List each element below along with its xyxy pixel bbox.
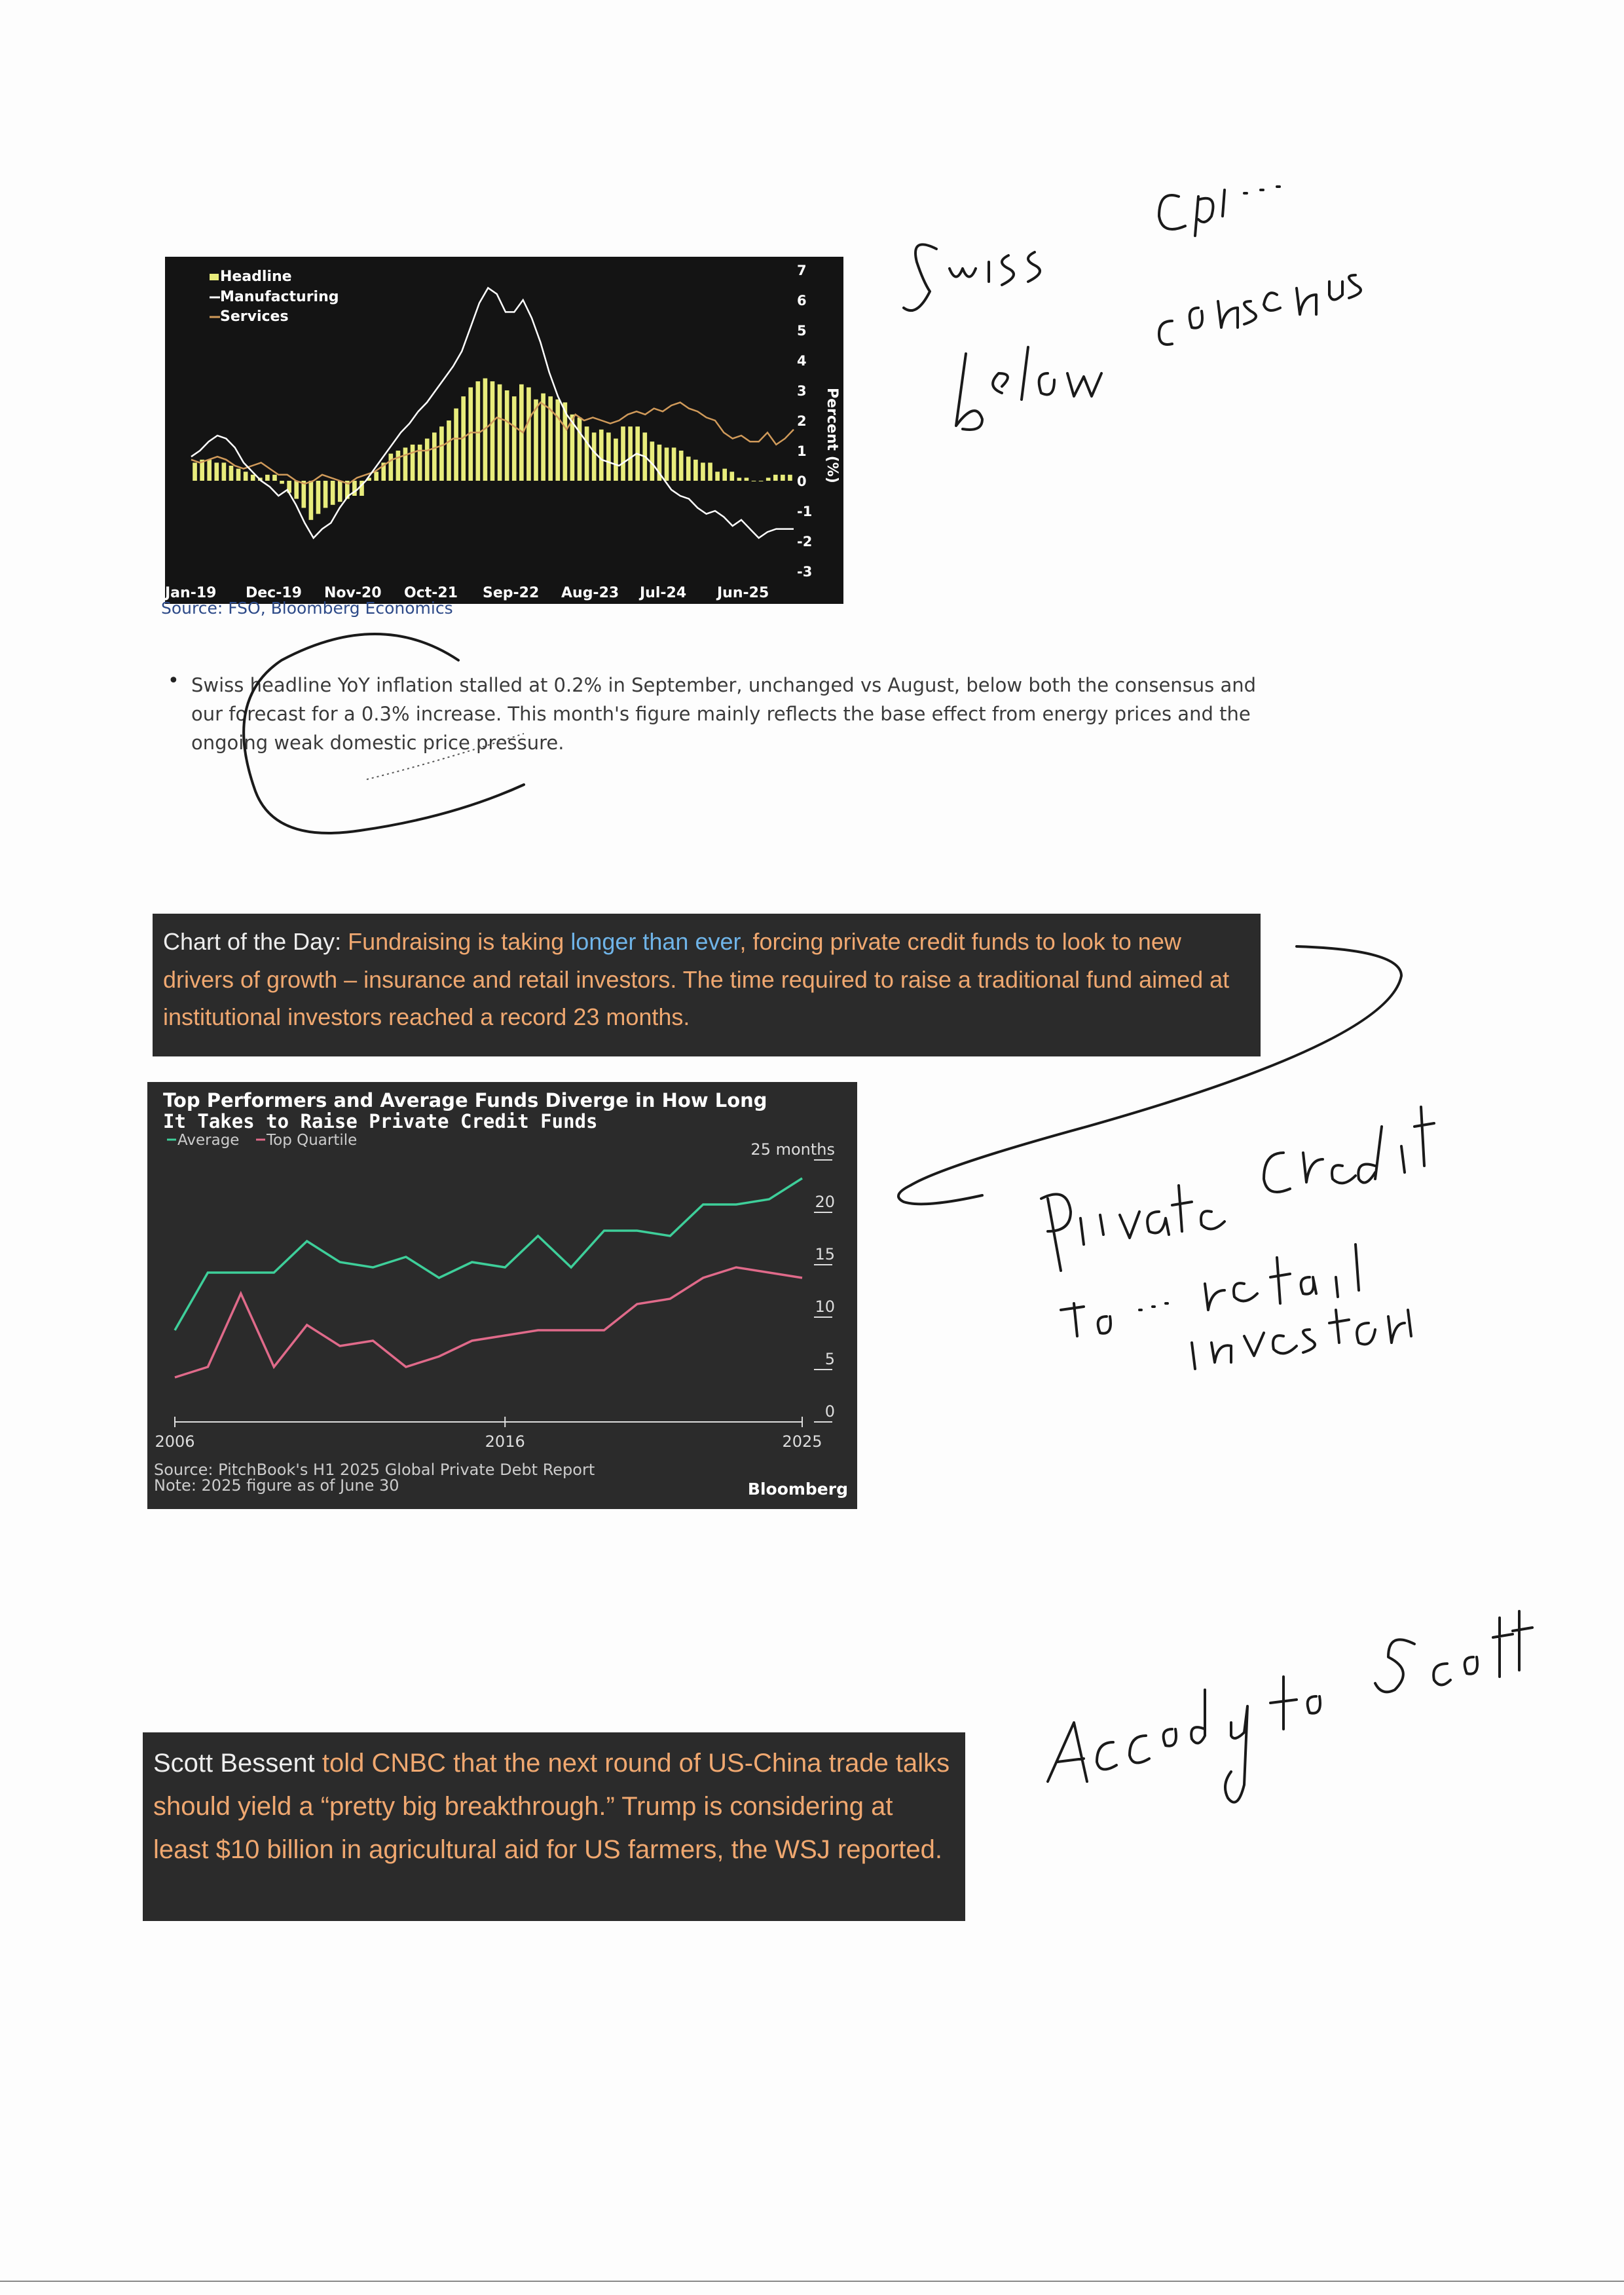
chart2-y-tick: 10 [815, 1297, 835, 1316]
headline-bar [265, 475, 270, 481]
headline-bar [578, 417, 582, 481]
handwriting-private-credit [1041, 1107, 1434, 1271]
headline-bar [606, 432, 611, 481]
headline-bar [323, 481, 328, 508]
chart2-x-tick: 2006 [155, 1432, 195, 1451]
headline-bar [272, 475, 277, 481]
headline-bar [425, 439, 430, 481]
headline-bar [585, 426, 589, 481]
chart1-y-tick: 4 [797, 353, 807, 369]
headline-bar [207, 460, 212, 481]
chart1-x-tick: Sep-22 [483, 585, 540, 601]
headline-bar [388, 454, 393, 481]
legend-swatch-headline [210, 274, 219, 280]
private-credit-chart [147, 1082, 857, 1509]
headline-bar [403, 447, 408, 481]
chart1-y-tick: 0 [797, 474, 807, 489]
chart2-y-axis [750, 1140, 835, 1422]
chart1-y-label: Percent (%) [824, 388, 840, 483]
headline-bar [411, 445, 415, 481]
chart2-x-tick: 2025 [782, 1432, 822, 1451]
headline-bar [555, 400, 560, 481]
headline-bar [294, 481, 299, 499]
headline-bar [432, 432, 437, 481]
chart2-note: Note: 2025 figure as of June 30 [154, 1476, 399, 1495]
cotd-text-1: Fundraising is taking [348, 928, 571, 955]
headline-bar [396, 451, 401, 481]
chart2-y-tick: 20 [815, 1193, 835, 1211]
headline-bar [729, 472, 734, 481]
bessent-lead: Scott Bessent [153, 1749, 315, 1778]
chart1-x-tick: Jul-24 [640, 585, 687, 601]
chart2-y-tick: 15 [815, 1245, 835, 1263]
bessent-box [143, 1732, 965, 1921]
headline-bar [490, 381, 495, 481]
headline-bar [222, 462, 227, 481]
chart1-x-tick: Oct-21 [404, 585, 458, 601]
headline-bar [614, 439, 618, 481]
chart1-y-tick: 2 [797, 413, 807, 429]
chart1-y-axis [797, 263, 812, 580]
headline-bar [745, 477, 749, 481]
headline-bar [236, 469, 241, 481]
bessent-text-1: told [314, 1749, 372, 1778]
private-credit-chart-svg [147, 1082, 857, 1509]
bessent-cnbc-link[interactable]: CNBC [371, 1749, 446, 1778]
legend-top-quartile: Top Quartile [267, 1132, 358, 1149]
legend-services: Services [220, 308, 289, 325]
cotd-lead: Chart of the Day: [163, 928, 348, 955]
handwriting-retail-investors [1061, 1244, 1411, 1369]
headline-bar [512, 396, 517, 481]
chart2-title-line2: It Takes to Raise Private Credit Funds [163, 1110, 598, 1132]
chart2-y-tick: 5 [824, 1350, 835, 1368]
legend-headline: Headline [220, 269, 292, 285]
cotd-link[interactable]: longer than ever [570, 928, 740, 955]
chart1-x-tick: Nov-20 [324, 585, 382, 601]
headline-bar [715, 472, 720, 481]
headline-bar [773, 475, 778, 481]
headline-bar [672, 447, 676, 481]
chart2-source: Source: PitchBook's H1 2025 Global Private Debt Report [154, 1461, 595, 1479]
page-bottom-edge [0, 2281, 1624, 2282]
handwriting-below-consensus [956, 275, 1361, 430]
headline-bar [476, 381, 481, 481]
headline-bar [541, 394, 545, 481]
swiss-cpi-chart-svg [165, 257, 843, 604]
chart1-source: Source: FSO, Bloomberg Economics [161, 599, 453, 618]
headline-bar [229, 466, 234, 481]
chart1-y-tick: -3 [797, 564, 813, 580]
chart1-y-tick: 1 [797, 443, 807, 459]
legend-manufacturing: Manufacturing [220, 289, 339, 305]
average-line [175, 1178, 802, 1330]
handwriting-swiss-cpi [904, 187, 1280, 310]
legend-average: Average [177, 1132, 240, 1149]
headline-bar [498, 384, 502, 481]
chart2-x-tick: 2016 [485, 1432, 525, 1451]
headline-bar [737, 477, 742, 481]
headline-bar [214, 462, 219, 481]
bloomberg-logo: Bloomberg [747, 1480, 848, 1499]
headline-bar [251, 475, 255, 481]
chart1-y-tick: 6 [797, 293, 807, 308]
headline-bar [374, 472, 378, 481]
bullet-marker: • [168, 669, 179, 692]
headline-bar [621, 426, 625, 481]
headline-bar [592, 432, 597, 481]
headline-bar [722, 469, 727, 481]
headline-bar [505, 390, 509, 481]
headline-bar [309, 481, 314, 520]
chart1-y-tick: 5 [797, 323, 807, 339]
headline-bar [331, 481, 335, 505]
headline-bar [628, 426, 633, 481]
swiss-cpi-chart [165, 257, 843, 604]
cotd-text-2: , forcing private credit funds to look to new drivers of growth – insurance and retail investors. The time required to raise a traditional fund aimed at institutional investors reached a record 23 months. [163, 928, 1230, 1031]
bessent-text-2: that the next round of US-China trade talks should yield a “pretty big breakthrough.” Trump is considering at least $10 billion in agricultural aid for US farmers, the WSJ reported. [153, 1749, 950, 1864]
headline-bar [439, 426, 444, 481]
headline-bars [193, 379, 792, 520]
headline-bar [316, 481, 321, 514]
headline-bar [193, 462, 197, 481]
handwriting-accordy-to-scott [1048, 1611, 1532, 1802]
headline-bar [679, 451, 684, 481]
headline-bar [686, 457, 691, 481]
chart2-y-tick: 0 [824, 1402, 835, 1421]
chart1-y-tick: -2 [797, 534, 813, 550]
chart1-y-tick: 7 [797, 263, 807, 278]
headline-bar [766, 477, 771, 481]
headline-bar [708, 462, 712, 481]
top-quartile-line [175, 1267, 802, 1377]
cpi-bullet-text: Swiss headline YoY inflation stalled at 0.2% in September, unchanged vs August, below both the consensus and our forecast for a 0.3% increase. This month's figure mainly reflects the base effect from energy prices and the ongoing weak domestic price pressure. [191, 674, 1257, 754]
chart2-y-tick: 25 months [750, 1140, 835, 1159]
chart2-title-line1: Top Performers and Average Funds Diverge in How Long [163, 1089, 767, 1111]
headline-bar [244, 472, 248, 481]
headline-bar [701, 462, 705, 481]
headline-bar [301, 481, 306, 508]
chart1-x-tick: Dec-19 [246, 585, 302, 601]
chart1-x-tick: Aug-23 [561, 585, 619, 601]
headline-bar [280, 481, 284, 484]
headline-bar [338, 481, 342, 502]
headline-bar [526, 387, 531, 481]
headline-bar [788, 475, 792, 481]
headline-bar [599, 430, 604, 481]
headline-bar [781, 475, 785, 481]
chart1-y-tick: -1 [797, 504, 813, 519]
headline-bar [665, 447, 669, 481]
headline-bar [447, 420, 451, 481]
headline-bar [693, 460, 698, 481]
chart1-y-tick: 3 [797, 383, 807, 399]
chart1-legend [210, 269, 339, 325]
headline-bar [454, 409, 458, 481]
chart1-x-tick: Jun-25 [717, 585, 769, 601]
chart-of-the-day-box [153, 914, 1261, 1056]
chart1-x-tick: Jan-19 [165, 585, 217, 601]
